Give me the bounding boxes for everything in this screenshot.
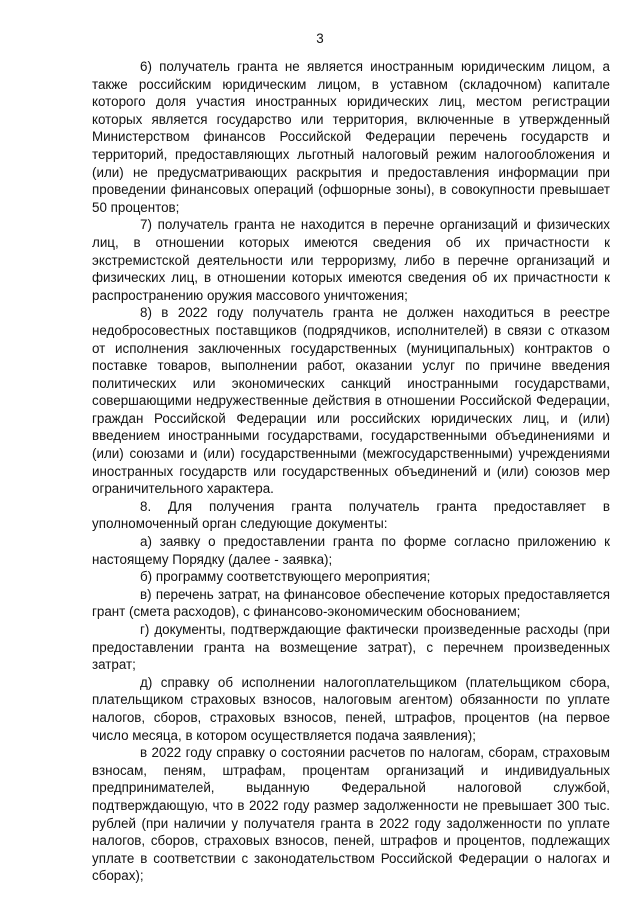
paragraph-section-8-documents: 8. Для получения гранта получатель гранта предоставляет в уполномоченный орган следующие документы:	[92, 498, 610, 532]
paragraph-item-6-offshore: 6) получатель гранта не является иностранным юридическим лицом, а также российским юридическим лицом, в уставном (складочном) капитале которого доля участия иностранных юридических лиц, местом регистрации которых является государство или территория, включенные в утвержденный Министерством финансов Российской Федерации перечень государств и территорий, предоставляющих льготный налоговый режим налогообложения и (или) не предусматривающих раскрытия и предоставления информации при проведении финансовых операций (офшорные зоны), в совокупности превышает 50 процентов;	[92, 59, 610, 215]
page-number: 3	[316, 31, 324, 46]
paragraph-subitem-v-costs: в) перечень затрат, на финансовое обеспечение которых предоставляется грант (смета расходов), с финансово-экономическим обоснованием;	[92, 586, 610, 620]
paragraph-subitem-g-documents: г) документы, подтверждающие фактически произведенные расходы (при предоставлении гранта на возмещение затрат), с перечнем произведенных затрат;	[92, 622, 610, 673]
paragraph-item-7-extremism: 7) получатель гранта не находится в перечне организаций и физических лиц, в отношении которых имеются сведения об их причастности к экстремистской деятельности или терроризму, либо в перечне организаций и физических лиц, в отношении которых имеются сведения об их причастности к распространению оружия массового уничтожения;	[92, 217, 610, 303]
paragraph-item-8-unfair-suppliers: 8) в 2022 году получатель гранта не должен находиться в реестре недобросовестных поставщиков (подрядчиков, исполнителей) в связи с отказом от исполнения заключенных государственных (муниципальных) контрактов о поставке товаров, выполнении работ, оказании услуг по причине введения политических или экономических санкций иностранными государствами, совершающими недружественные действия в отношении Российской Федерации, граждан Российской Федерации или российских юридических лиц, и (или) введением иностранными государствами, государственными объединениями и (или) союзами и (или) государственными (межгосударственными) учреждениями иностранных государств или государственных объединений и (или) союзов мер ограничительного характера.	[92, 305, 610, 497]
paragraph-subitem-d-tax-certificate: д) справку об исполнении налогоплательщиком (плательщиком сбора, плательщиком страховых взносов, налоговым агентом) обязанности по уплате налогов, сборов, страховых взносов, пеней, штрафов, процентов (на первое число месяца, в котором осуществляется подача заявления);	[92, 674, 610, 743]
paragraph-subitem-b-program: б) программу соответствующего мероприятия;	[140, 569, 431, 585]
paragraph-subitem-a-application: а) заявку о предоставлении гранта по форме согласно приложению к настоящему Порядку (далее - заявка);	[92, 534, 610, 567]
paragraph-tax-settlement-2022: в 2022 году справку о состоянии расчетов по налогам, сборам, страховым взносам, пеням, штрафам, процентам организаций и индивидуальных предпринимателей, выданную Федеральной налоговой службой, подтверждающую, что в 2022 году размер задолженности не превышает 300 тыс. рублей (при наличии у получателя гранта в 2022 году задолженности по уплате налогов, сборов, страховых взносов, пеней, штрафов и процентов, подлежащих уплате в соответствии с законодательством Российской Федерации о налогах и сборах);	[92, 745, 610, 884]
document-body	[92, 58, 610, 885]
